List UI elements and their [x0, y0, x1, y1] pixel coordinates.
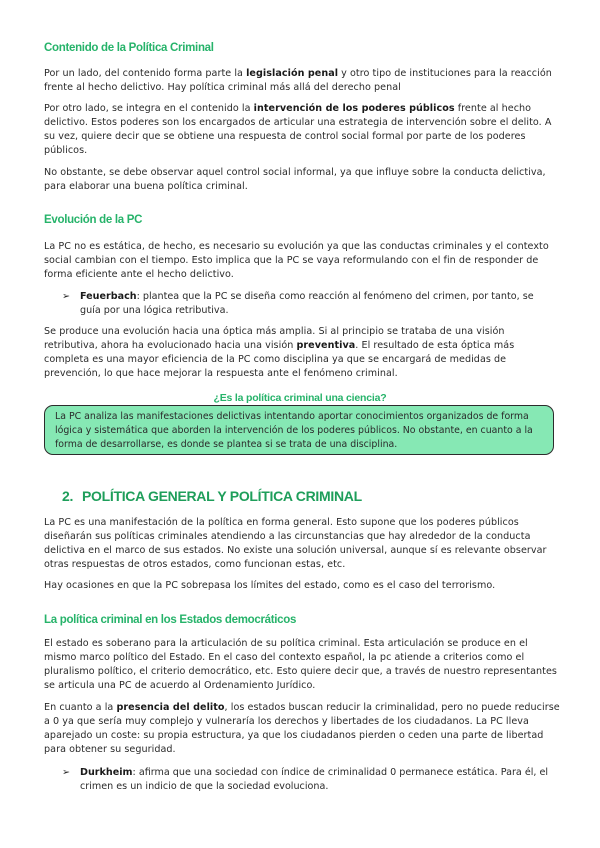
heading-evolucion: Evolución de la PC: [44, 214, 143, 226]
heading-estados-democraticos: La política criminal en los Estados democráticos: [44, 614, 297, 626]
paragraph-terrorismo: Hay ocasiones en que la PC sobrepasa los límites del estado, como es el caso del terrorismo.: [44, 580, 496, 591]
bold-feuerbach: Feuerbach: [80, 291, 137, 302]
paragraph-intervencion: Por otro lado, se integra en el contenido la intervención de los poderes públicos frente al hecho delictivo. Estos poderes son los encargados de articular una estrategia de intervención sobre el delito. A su vez, quiere decir que se obtiene una respuesta de control social formal por parte de los poderes públicos.: [44, 103, 552, 156]
arrow-bullet-icon: ➢: [62, 291, 71, 302]
paragraph-preventiva: Se produce una evolución hacia una óptica más amplia. Si al principio se trataba de una visión retributiva, ahora ha evolucionado hacia una visión preventiva. El resultado de esta óptica más completa es una mayor eficiencia de la PC como disciplina ya que se encargará de medidas de prevención, lo que hace mejorar la respuesta ante el fenómeno criminal.: [44, 326, 515, 379]
question-box: [44, 405, 554, 455]
paragraph-evolucion: La PC no es estática, de hecho, es necesario su evolución ya que las conductas criminales y el contexto social cambian con el tiempo. Esto implica que la PC se vaya reformulando con el fin de responder de forma eficiente ante el hecho delictivo.: [44, 241, 549, 280]
bold-durkheim: Durkheim: [80, 767, 133, 778]
question-title: ¿Es la política criminal una ciencia?: [213, 392, 387, 404]
arrow-bullet-icon: ➢: [62, 767, 71, 778]
section-title: 2. POLÍTICA GENERAL Y POLÍTICA CRIMINAL: [62, 488, 362, 504]
bold-legislacion-penal: legislación penal: [246, 68, 339, 79]
bold-preventiva: preventiva: [296, 340, 356, 351]
paragraph-politica-general: La PC es una manifestación de la política en forma general. Esto supone que los poderes públicos diseñarán sus políticas criminales atendiendo a las circunstancias que hay alrededor de la conducta delictiva en el marco de sus estados. No existe una solución universal, aunque sí es relevante observar otras respuestas de otros estados, como funcionan estas, etc.: [44, 517, 547, 570]
bullet-durkheim: ➢ Durkheim: afirma que una sociedad con índice de criminalidad 0 permanece estática. Para él, el crimen es un indicio de que la sociedad evoluciona.: [62, 767, 549, 792]
paragraph-presencia-delito: En cuanto a la presencia del delito, los estados buscan reducir la criminalidad, pero no puede reducirse a 0 ya que sería muy complejo y vulneraría los derechos y libertades de los ciudadanos. La PC lleva aparejado un coste: su propia estructura, ya que los ciudadanos pierden o ceden una parte de libertad para obtener su seguridad.: [44, 702, 560, 755]
paragraph-legislacion: Por un lado, del contenido forma parte la legislación penal y otro tipo de instituciones para la reacción frente al hecho delictivo. Hay política criminal más allá del derecho penal: [44, 68, 552, 93]
paragraph-control-informal: No obstante, se debe observar aquel control social informal, ya que influye sobre la conducta delictiva, para elaborar una buena política criminal.: [44, 167, 546, 192]
section-number: 2.: [62, 488, 74, 504]
bold-presencia-delito: presencia del delito: [116, 702, 225, 713]
question-body: La PC analiza las manifestaciones delictivas intentando aportar conocimientos organizados de forma lógica y sistemática que aborden la intervención de los poderes públicos. No obstante, en cuanto a la forma de desarrollarse, es donde se plantea si se trata de una disciplina.: [55, 411, 533, 450]
bold-intervencion: intervención de los poderes públicos: [253, 103, 455, 114]
paragraph-soberano: El estado es soberano para la articulación de su política criminal. Esta articulación se produce en el mismo marco político del Estado. En el caso del contexto español, la pc atiende a criterios como el pluralismo político, el criterio democrático, etc. Esto quiere decir que, a través de nuestro representantes se articula una PC de acuerdo al Ordenamiento Jurídico.: [44, 638, 557, 691]
bullet-feuerbach: ➢ Feuerbach: plantea que la PC se diseña como reacción al fenómeno del crimen, por tanto, se guía por una lógica retributiva.: [62, 291, 534, 316]
heading-contenido: Contenido de la Política Criminal: [44, 42, 214, 54]
